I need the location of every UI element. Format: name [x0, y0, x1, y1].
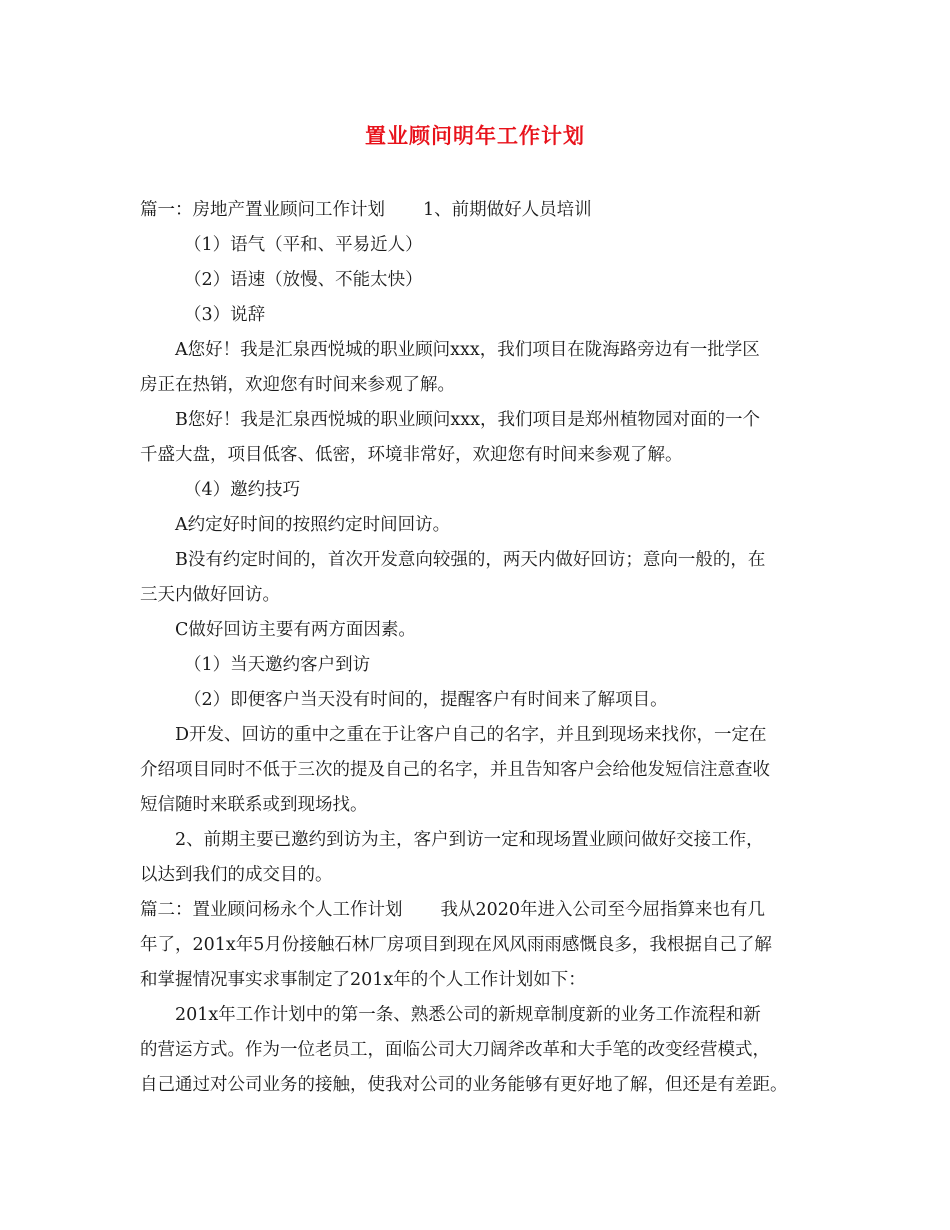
- paragraph-line: 千盛大盘，项目低客、低密，环境非常好，欢迎您有时间来参观了解。: [140, 445, 683, 465]
- paragraph-line: （1）语气（平和、平易近人）: [184, 235, 423, 255]
- section-text: 1、前期做好人员培训: [423, 200, 592, 220]
- paragraph-line: （4）邀约技巧: [184, 480, 301, 500]
- document-body: [140, 193, 830, 1103]
- paragraph-line: （2）即便客户当天没有时间的，提醒客户有时间来了解项目。: [184, 690, 668, 710]
- paragraph-line: 的营运方式。作为一位老员工，面临公司大刀阔斧改革和大手笔的改变经营模式，: [140, 1040, 770, 1060]
- paragraph-line: 三天内做好回访。: [140, 585, 280, 605]
- section-text: 我从2020年进入公司至今屈指算来也有几: [440, 900, 766, 920]
- section-heading: 篇二：置业顾问杨永个人工作计划: [140, 900, 403, 920]
- paragraph-line: [140, 193, 830, 228]
- paragraph-line: C做好回访主要有两方面因素。: [175, 620, 416, 640]
- paragraph-line: [140, 893, 830, 928]
- paragraph-line: 201x年工作计划中的第一条、熟悉公司的新规章制度新的业务工作流程和新: [175, 1005, 761, 1025]
- paragraph-line: D开发、回访的重中之重在于让客户自己的名字，并且到现场来找你，一定在: [175, 725, 767, 745]
- document-title: 置业顾问明年工作计划: [365, 124, 585, 148]
- paragraph-line: （3）说辞: [184, 305, 266, 325]
- paragraph-line: 介绍项目同时不低于三次的提及自己的名字，并且告知客户会给他发短信注意查收: [140, 760, 770, 780]
- paragraph-line: 自己通过对公司业务的接触，使我对公司的业务能够有更好地了解，但还是有差距。: [140, 1075, 788, 1095]
- paragraph-line: （2）语速（放慢、不能太快）: [184, 270, 423, 290]
- paragraph-line: B您好！我是汇泉西悦城的职业顾问xxx，我们项目是郑州植物园对面的一个: [175, 410, 760, 430]
- paragraph-line: 房正在热销，欢迎您有时间来参观了解。: [140, 375, 455, 395]
- paragraph-line: A约定好时间的按照约定时间回访。: [175, 515, 451, 535]
- paragraph-line: 以达到我们的成交目的。: [140, 865, 333, 885]
- paragraph-line: 短信随时来联系或到现场找。: [140, 795, 368, 815]
- paragraph-line: A您好！我是汇泉西悦城的职业顾问xxx，我们项目在陇海路旁边有一批学区: [175, 340, 760, 360]
- paragraph-line: 年了，201x年5月份接触石林厂房项目到现在风风雨雨感慨良多，我根据自己了解: [140, 935, 772, 955]
- paragraph-line: 2、前期主要已邀约到访为主，客户到访一定和现场置业顾问做好交接工作，: [175, 830, 764, 850]
- paragraph-line: 和掌握情况事实求事制定了201x年的个人工作计划如下：: [140, 970, 586, 990]
- section-heading: 篇一：房地产置业顾问工作计划: [140, 200, 385, 220]
- paragraph-line: B没有约定时间的，首次开发意向较强的，两天内做好回访；意向一般的，在: [175, 550, 766, 570]
- paragraph-line: （1）当天邀约客户到访: [184, 655, 371, 675]
